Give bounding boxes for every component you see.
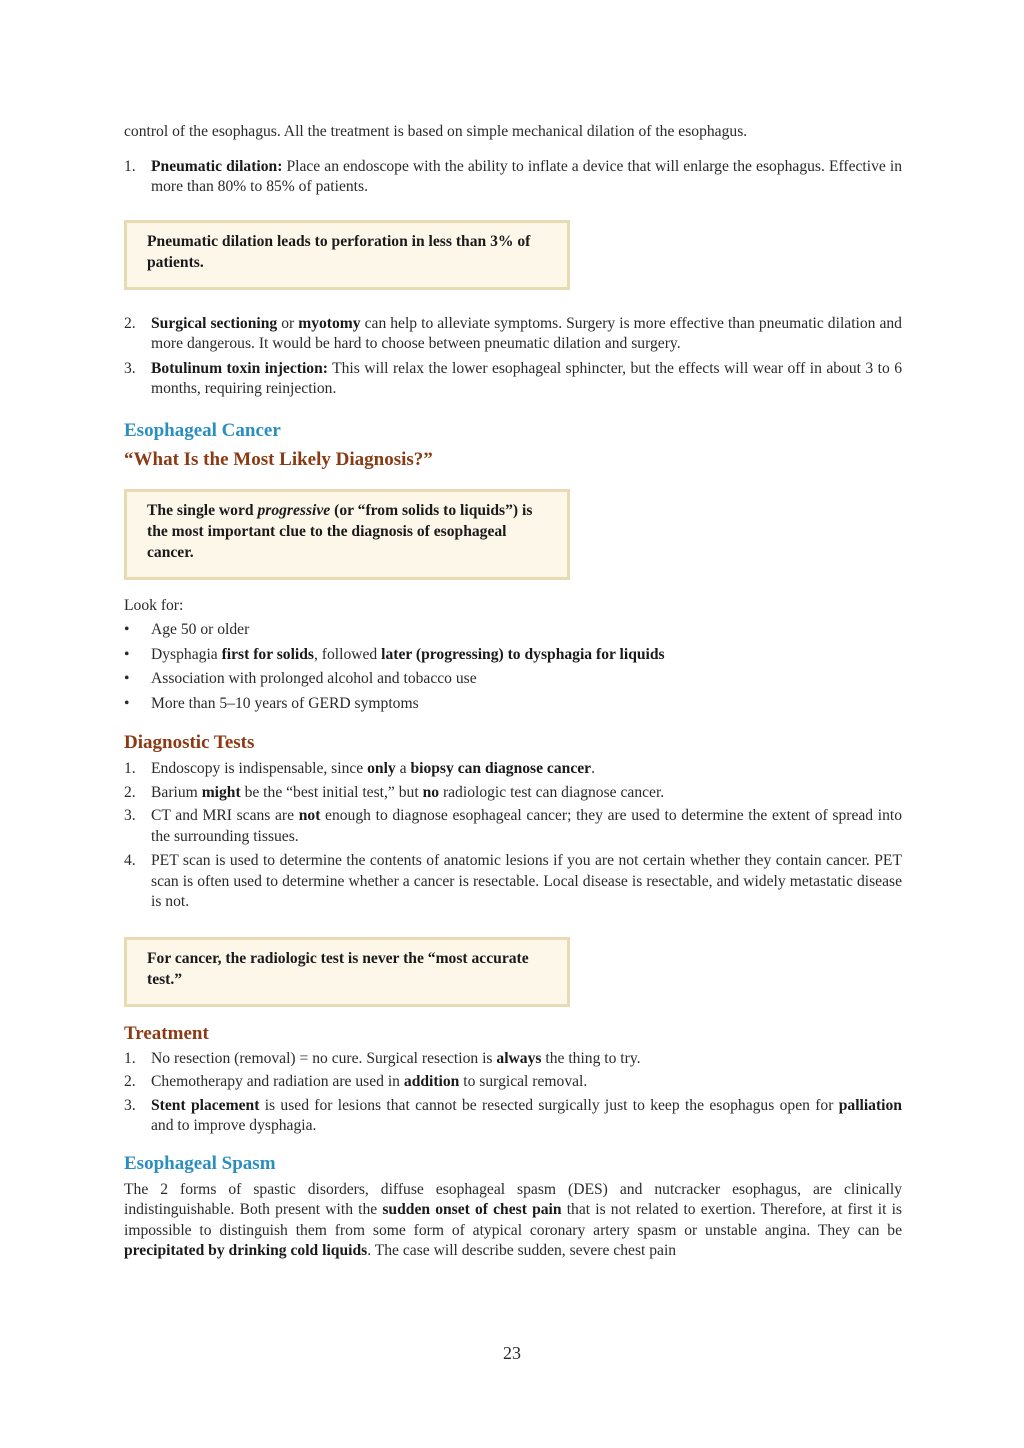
- list-item: 2. Chemotherapy and radiation are used in addition to surgical removal.: [124, 1072, 902, 1093]
- page-number: 23: [503, 1343, 521, 1363]
- list-number: 2.: [124, 1073, 136, 1090]
- list-number: 3.: [124, 1096, 136, 1114]
- callout-box: [124, 937, 570, 1007]
- list-number: 2.: [124, 783, 136, 801]
- bullet-marker: •: [124, 621, 130, 638]
- diagnostic-tests-list: [124, 759, 902, 913]
- treatment-list-part1: [124, 157, 902, 198]
- bullet-item: • Dysphagia first for solids, followed later (progressing) to dysphagia for liquids: [124, 645, 902, 666]
- list-item: 3. Stent placement is used for lesions that cannot be resected surgically just to keep the esophagus open for palliation and to improve dysphagia.: [124, 1096, 902, 1134]
- bullet-marker: •: [124, 670, 130, 687]
- list-number: 3.: [124, 359, 136, 377]
- page-content: [124, 122, 902, 1262]
- subsection-heading-diagnosis: “What Is the Most Likely Diagnosis?”: [124, 448, 433, 470]
- callout-box: The single word progressive (or “from solids to liquids”) is the most important clue to the diagnosis of esophageal cancer.: [124, 489, 570, 580]
- list-item: 1. Endoscopy is indispensable, since only a biopsy can diagnose cancer.: [124, 759, 902, 780]
- bullet-item: • More than 5–10 years of GERD symptoms: [124, 694, 902, 715]
- section-heading-esophageal-cancer: Esophageal Cancer: [124, 419, 281, 441]
- intro-paragraph: control of the esophagus. All the treatment is based on simple mechanical dilation of the esophagus.: [124, 123, 748, 140]
- list-number: 4.: [124, 852, 136, 869]
- callout-text: For cancer, the radiologic test is never the “most accurate test.”: [147, 949, 529, 988]
- list-item: 2. Barium might be the “best initial test,” but no radiologic test can diagnose cancer.: [124, 783, 902, 804]
- spasm-paragraph: The 2 forms of spastic disorders, diffuse esophageal spasm (DES) and nutcracker esophagus, are clinically indistinguishable. Both present with the sudden onset of chest pain that is not related to exertion. Therefore, at first it is impossible to distinguish them from some form of atypical coronary artery spasm or unstable angina. They can be precipitated by drinking cold liquids. The case will describe sudden, severe chest pain: [124, 1180, 902, 1259]
- treatment-list-part2: [124, 314, 902, 400]
- subsection-heading-treatment: Treatment: [124, 1022, 209, 1044]
- list-item: 1. Pneumatic dilation: Place an endoscope with the ability to inflate a device that will enlarge the esophagus. Effective in more than 80% to 85% of patients.: [124, 157, 902, 195]
- symptom-bullet-list: [124, 620, 902, 714]
- subsection-heading-diagnostic-tests: Diagnostic Tests: [124, 732, 255, 753]
- cancer-treatment-list: [124, 1049, 902, 1137]
- list-number: 1.: [124, 1049, 136, 1067]
- callout-text: Pneumatic dilation leads to perforation in less than 3% of patients.: [147, 232, 531, 271]
- bullet-item: • Association with prolonged alcohol and tobacco use: [124, 669, 902, 690]
- list-item: 4. PET scan is used to determine the contents of anatomic lesions if you are not certain whether they contain cancer. PET scan is often used to determine whether a cancer is resectable. Local disease is resectable, and widely metastatic disease is not.: [124, 852, 902, 910]
- bullet-marker: •: [124, 694, 130, 712]
- list-item: 3. Botulinum toxin injection: This will relax the lower esophageal sphincter, but the effects will wear off in about 3 to 6 months, requiring reinjection.: [124, 359, 902, 397]
- section-heading-esophageal-spasm: Esophageal Spasm: [124, 1152, 276, 1174]
- list-number: 3.: [124, 807, 136, 824]
- list-number: 1.: [124, 760, 136, 777]
- callout-box: [124, 220, 570, 290]
- list-item: 3. CT and MRI scans are not enough to diagnose esophageal cancer; they are used to determine the extent of spread into the surrounding tissues.: [124, 807, 902, 845]
- bullet-item: • Age 50 or older: [124, 620, 902, 641]
- look-for-label: Look for:: [124, 596, 184, 614]
- list-number: 1.: [124, 157, 136, 175]
- list-item: 2. Surgical sectioning or myotomy can help to alleviate symptoms. Surgery is more effective than pneumatic dilation and more dangerous. It would be hard to choose between pneumatic dilation and surgery.: [124, 314, 902, 352]
- list-number: 2.: [124, 314, 136, 332]
- list-item: 1. No resection (removal) = no cure. Surgical resection is always the thing to try.: [124, 1049, 902, 1070]
- bullet-marker: •: [124, 645, 130, 663]
